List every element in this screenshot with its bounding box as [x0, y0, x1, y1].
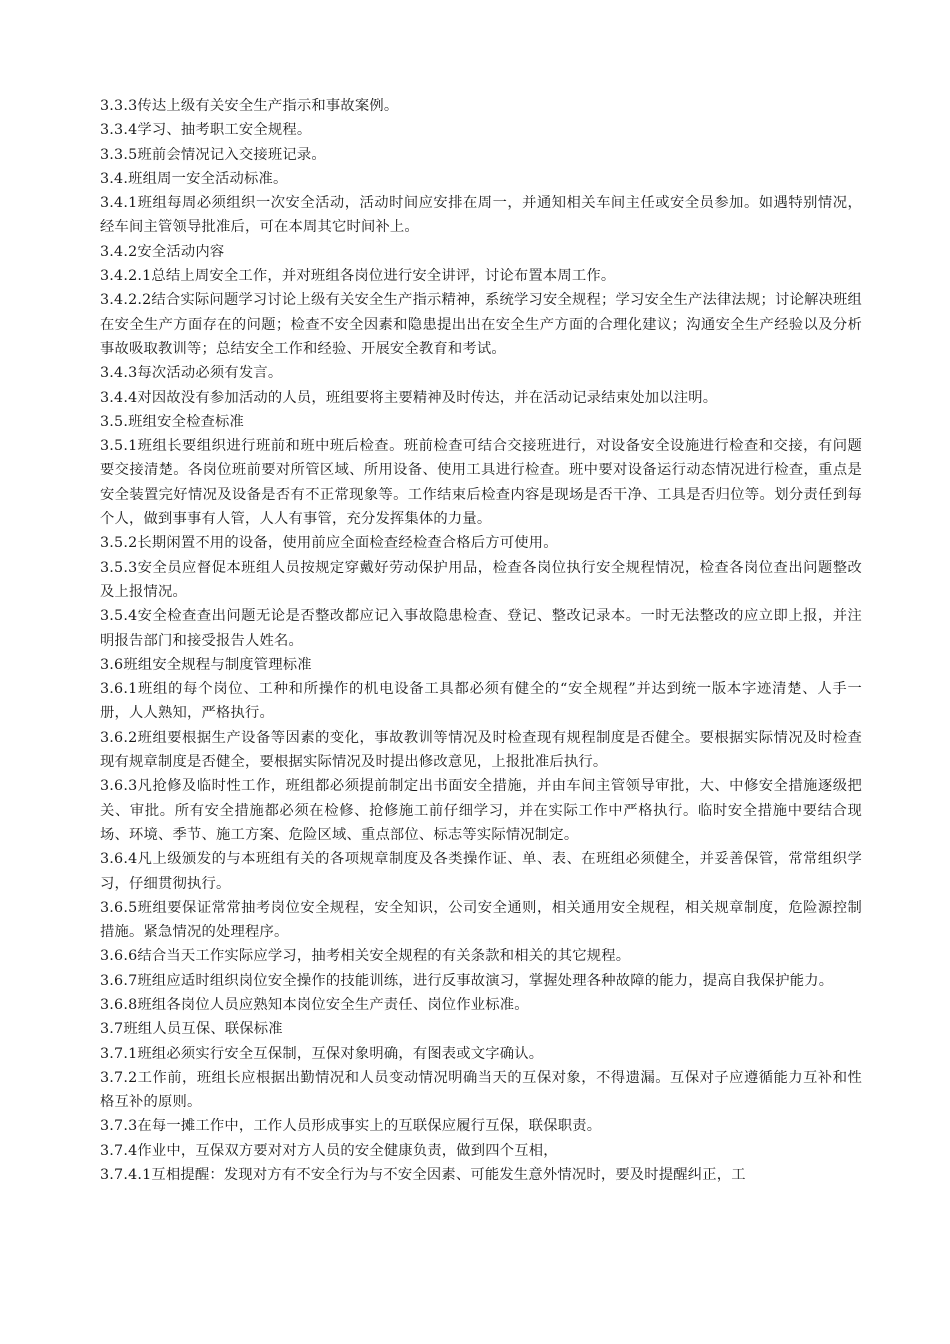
paragraph-3-6-2: 3.6.2班组要根据生产设备等因素的变化，事故教训等情况及时检查现有规程制度是否健全。要根据实际情况及时检查现有规章制度是否健全，要根据实际情况及时提出修改意见，上报批准后执行。: [100, 729, 862, 771]
heading-3-6: 3.6班组安全规程与制度管理标准: [100, 656, 312, 673]
paragraph-3-6-1: 3.6.1班组的每个岗位、工种和所操作的机电设备工具都必须有健全的“安全规程”并达到统一版本字迹清楚、人手一册，人人熟知，严格执行。: [100, 681, 862, 722]
heading-3-5: 3.5.班组安全检查标准: [100, 413, 245, 430]
paragraph-3-5-1: 3.5.1班组长要组织进行班前和班中班后检查。班前检查可结合交接班进行，对设备安全设施进行检查和交接，有问题要交接清楚。各岗位班前要对所管区域、所用设备、使用工具进行检查。班中要对设备运行动态情况进行检查，重点是安全装置完好情况及设备是否有不正常现象等。工作结束后检查内容是现场是否干净、工具是否归位等。划分责任到每个人，做到事事有人管，人人有事管，充分发挥集体的力量。: [100, 438, 862, 528]
paragraph-3-6-5: 3.6.5班组要保证常常抽考岗位安全规程，安全知识，公司安全通则，相关通用安全规程，相关规章制度，危险源控制措施。紧急情况的处理程序。: [100, 899, 862, 941]
paragraph-3-3-4: 3.3.4学习、抽考职工安全规程。: [100, 122, 312, 139]
paragraph-3-6-6: 3.6.6结合当天工作实际应学习，抽考相关安全规程的有关条款和相关的其它规程。: [100, 948, 631, 965]
paragraph-3-3-5: 3.3.5班前会情况记入交接班记录。: [100, 146, 326, 163]
paragraph-3-4-4: 3.4.4对因故没有参加活动的人员，班组要将主要精神及时传达，并在活动记录结束处加以注明。: [100, 389, 718, 406]
paragraph-3-6-4: 3.6.4凡上级颁发的与本班组有关的各项规章制度及各类操作证、单、表、在班组必须健全，并妥善保管，常常组织学习，仔细贯彻执行。: [100, 851, 862, 892]
paragraph-3-6-7: 3.6.7班组应适时组织岗位安全操作的技能训练，进行反事故演习，掌握处理各种故障的能力，提高自我保护能力。: [100, 972, 834, 989]
paragraph-3-4-2-2: 3.4.2.2结合实际问题学习讨论上级有关安全生产指示精神，系统学习安全规程；学习安全生产法律法规；讨论解决班组在安全生产方面存在的问题；检查不安全因素和隐患提出出在安全生产方面的合理化建议；沟通安全生产经验以及分析事故吸取教训等；总结安全工作和经验、开展安全教育和考试。: [100, 292, 862, 357]
heading-3-7: 3.7班组人员互保、联保标准: [100, 1021, 283, 1038]
paragraph-3-7-4-1: 3.7.4.1互相提醒：发现对方有不安全行为与不安全因素、可能发生意外情况时，要及时提醒纠正，工: [100, 1167, 746, 1184]
paragraph-3-4-3: 3.4.3每次活动必须有发言。: [100, 365, 283, 382]
paragraph-3-4-1: 3.4.1班组每周必须组织一次安全活动，活动时间应安排在周一，并通知相关车间主任或安全员参加。如遇特别情况，经车间主管领导批准后，可在本周其它时间补上。: [100, 195, 862, 236]
paragraph-3-3-3: 3.3.3传达上级有关安全生产指示和事故案例。: [100, 98, 399, 114]
paragraph-3-6-8: 3.6.8班组各岗位人员应熟知本岗位安全生产责任、岗位作业标准。: [100, 996, 529, 1013]
paragraph-3-7-3: 3.7.3在每一摊工作中，工作人员形成事实上的互联保应履行互保，联保职责。: [100, 1118, 602, 1135]
paragraph-3-5-2: 3.5.2长期闲置不用的设备，使用前应全面检查经检查合格后方可使用。: [100, 535, 558, 552]
paragraph-3-6-3: 3.6.3凡抢修及临时性工作，班组都必须提前制定出书面安全措施，并由车间主管领导审批，大、中修安全措施逐级把关、审批。所有安全措施都必须在检修、抢修施工前仔细学习，并在实际工作中严格执行。临时安全措施中要结合现场、环境、季节、施工方案、危险区域、重点部位、标志等实际情况制定。: [100, 778, 862, 843]
paragraph-3-5-4: 3.5.4安全检查查出问题无论是否整改都应记入事故隐患检查、登记、整改记录本。一时无法整改的应立即上报，并注明报告部门和接受报告人姓名。: [100, 608, 862, 649]
heading-3-4-2: 3.4.2安全活动内容: [100, 243, 225, 260]
paragraph-3-7-1: 3.7.1班组必须实行安全互保制，互保对象明确，有图表或文字确认。: [100, 1045, 544, 1062]
paragraph-3-4-2-1: 3.4.2.1总结上周安全工作，并对班组各岗位进行安全讲评，讨论布置本周工作。: [100, 268, 616, 285]
paragraph-3-7-4: 3.7.4作业中，互保双方要对对方人员的安全健康负责，做到四个互相，: [100, 1142, 558, 1159]
heading-3-4: 3.4.班组周一安全活动标准。: [100, 170, 288, 187]
paragraph-3-5-3: 3.5.3安全员应督促本班组人员按规定穿戴好劳动保护用品，检查各岗位执行安全规程情况，检查各岗位查出问题整改及上报情况。: [100, 559, 862, 600]
paragraph-3-7-2: 3.7.2工作前，班组长应根据出勤情况和人员变动情况明确当天的互保对象，不得遗漏。互保对子应遵循能力互补和性格互补的原则。: [100, 1069, 862, 1111]
document-body: [100, 94, 862, 1187]
